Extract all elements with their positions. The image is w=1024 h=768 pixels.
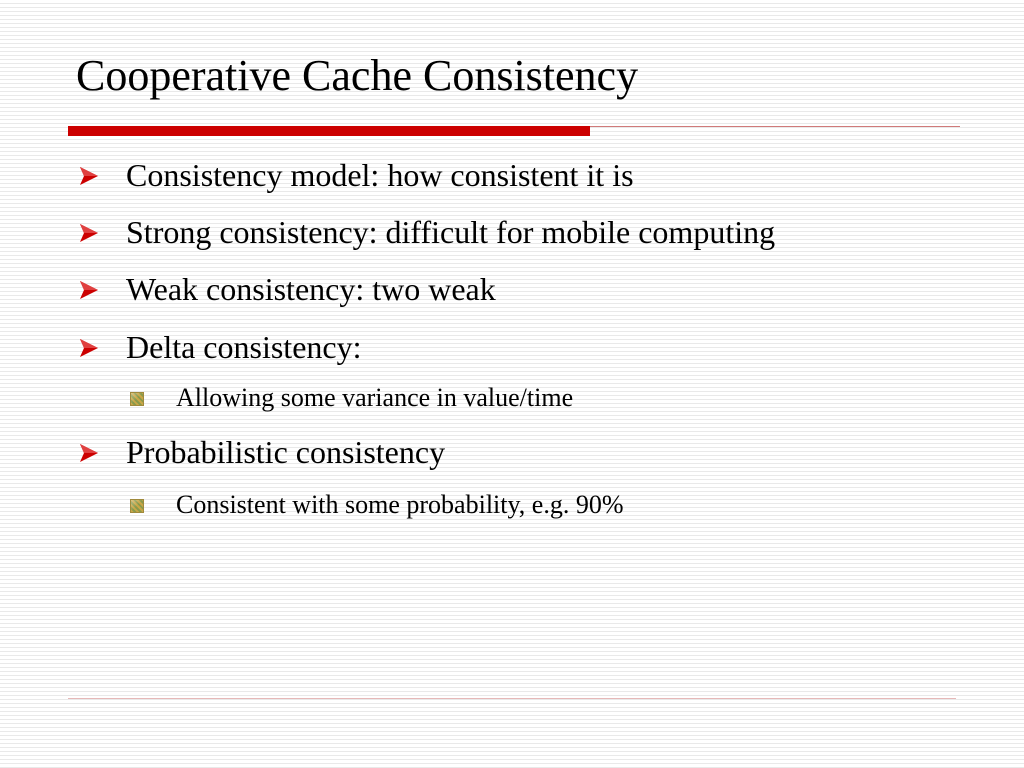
arrow-bullet-icon — [76, 155, 102, 195]
sub-bullet-text: Consistent with some probability, e.g. 90% — [176, 490, 624, 519]
arrow-bullet-icon — [76, 327, 102, 367]
title-underline-thin — [590, 126, 960, 127]
square-bullet-icon — [130, 392, 144, 406]
bullet-text: Delta consistency: — [126, 329, 362, 365]
bullet-text: Consistency model: how consistent it is — [126, 157, 634, 193]
footer-rule — [68, 698, 956, 699]
bullet-text: Strong consistency: difficult for mobile computing — [126, 214, 776, 250]
slide-title: Cooperative Cache Consistency — [76, 51, 639, 100]
arrow-bullet-icon — [76, 432, 102, 472]
title-underline-thick — [68, 126, 590, 136]
arrow-bullet-icon — [76, 269, 102, 309]
square-bullet-icon — [130, 499, 144, 513]
sub-bullet-text: Allowing some variance in value/time — [176, 383, 574, 412]
bullet-text: Probabilistic consistency — [126, 434, 446, 470]
bullet-text: Weak consistency: two weak — [126, 271, 496, 307]
arrow-bullet-icon — [76, 212, 102, 252]
